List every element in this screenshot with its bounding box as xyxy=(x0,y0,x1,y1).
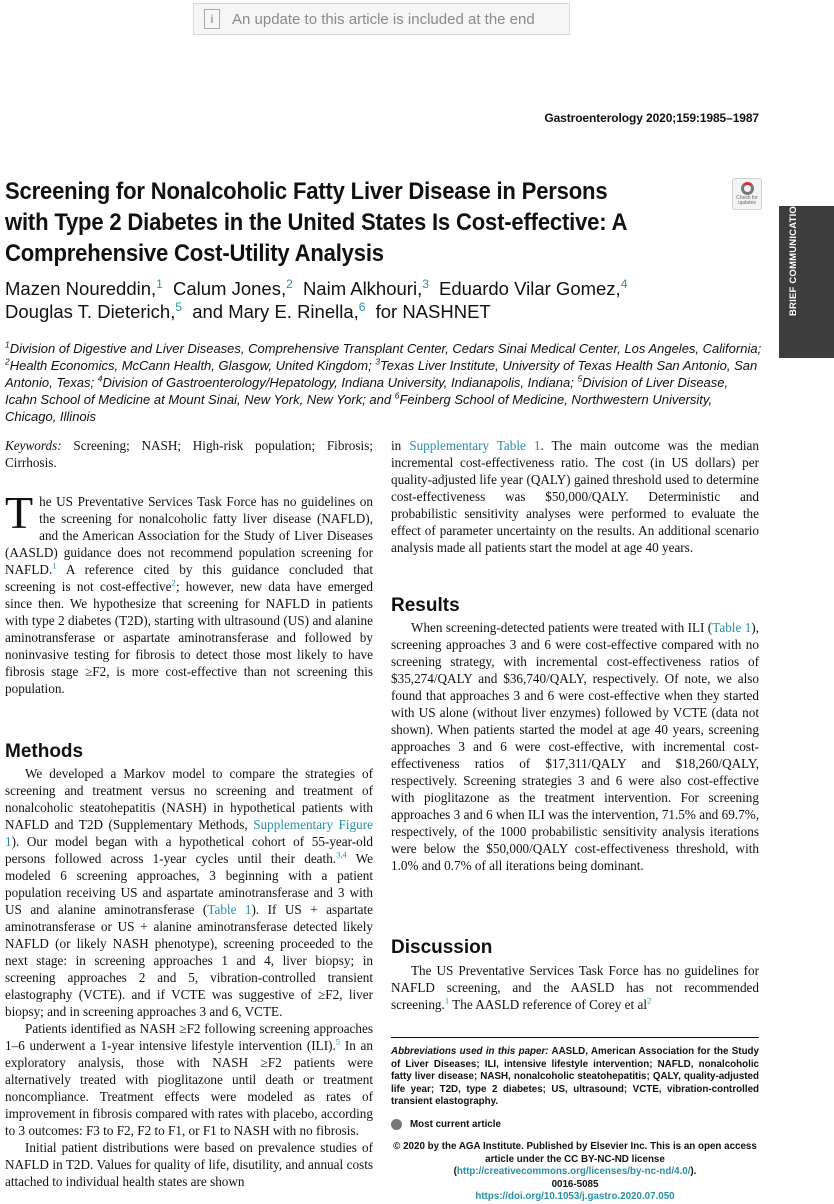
reference-link[interactable]: 2 xyxy=(646,995,652,1006)
reference-link[interactable]: 2 xyxy=(171,577,176,588)
update-banner[interactable] xyxy=(193,3,570,35)
table-1-link[interactable]: Table 1 xyxy=(712,620,752,635)
discussion-body: The US Preventative Services Task Force has no guidelines for NAFLD screening, and the AASLD has not recommended screening.$^1$ The AASLD reference of Corey et $al^2$ xyxy=(391,963,759,1012)
section-side-tab xyxy=(779,192,834,358)
most-current-article: Most current article xyxy=(391,1119,759,1132)
author: Douglas T. Dieterich,$^5$ xyxy=(5,299,183,322)
results-body: When screening-detected patients were treated with ILI (Table 1), screening approaches 3 and 6 were cost-effective compared with no screening strategy, with incremental cost-effectiveness ratios of $35,274/QALY and $36,740/QALY, respectively. Of note, we also found that approaches 3 and 6 were cost-effective when they started with US alone (without liver enzymes) followed by VCTE (data not shown). When patients started the model at age 40 years, screening approaches 3 and 6 were cost-effective, with incremental cost-effectiveness ratios of $17,311/QALY and $18,260/QALY, respectively. Screening strategies 3 and 6 were also cost-effective with pioglitazone as the treatment intervention. For screening approaches 3 and 6 when ILI was the intervention, 71.5% and 69.7%, respectively, of the 1000 probabilistic sensitivity analysis iterations were below the $50,000/QALY cost-effectiveness threshold, with 1.0% and 0.7% of all iterations being dominant. xyxy=(391,620,759,873)
author-list xyxy=(5,277,725,323)
keywords xyxy=(5,437,373,471)
keywords-text: Screening; NASH; High-risk population; Fibrosis; Cirrhosis. xyxy=(5,438,373,470)
reference-link[interactable]: 5 xyxy=(335,1036,341,1047)
affiliations: $^1$Division of Digestive and Liver Diseases, Comprehensive Transplant Center, Cedars Sinai Medical Center, Los Angeles, California; $^2$Health Economics, McCann Health, Glasgow, United Kingdom; $^3$Texas Liver Institute, University of Texas Health San Antonio, San Antonio, Texas; $^4$Division of Gastroenterology/Hepatology, Indiana University, Indianapolis, Indiana; $^5$Division of Liver Disease, Icahn School of Medicine at Mount Sinai, New York, New York; and $^6$Feinberg School of Medicine, Northwestern University, Chicago, Illinois xyxy=(5,339,762,424)
author: Mazen Noureddin,$^1$ xyxy=(5,276,163,299)
author: and Mary E. Rinella,$^6$ xyxy=(192,299,366,322)
footnotes xyxy=(391,1037,759,1204)
intro-paragraph: The US Preventative Services Task Force has no guidelines on the screening for nonalcoholic fatty liver disease (NAFLD), and the American Association for the Study of Liver Diseases (AASLD) guidance does not recommend population screening for NAFLD.$^1$ A reference cited by this guidance concluded that screening is not cost-effective$^2$; however, new data have emerged since then. We hypothesize that screening for NAFLD in patients with type 2 diabetes (T2D), starting with ultrasound (US) and alanine aminotransferase or aspartate aminotransferase and followed by noninvasive testing for fibrosis to detect those most likely to have fibrosis stage ≥F2, is more cost-effective than not screening this population. xyxy=(5,487,373,696)
copyright-notice: © 2020 by the AGA Institute. Published by Elsevier Inc. This is an open access article under the CC BY-NC-ND license (http://creativecommons.org/licenses/by-nc-nd/4.0/). 0016-5085 https://doi.org/10.1053/j.gastro.2020.07.050 xyxy=(393,1141,757,1202)
discussion-heading: Discussion xyxy=(391,937,493,958)
reference-link[interactable]: 1 xyxy=(52,560,57,571)
side-tab-label: BRIEF COMMUNICATIONS xyxy=(788,192,799,316)
author: Naim Alkhouri,$^3$ xyxy=(302,276,429,299)
journal-citation: Gastroenterology 2020;159:1985–1987 xyxy=(544,111,759,125)
methods-heading: Methods xyxy=(5,741,84,762)
article-title: Screening for Nonalcoholic Fatty Liver Disease in Persons with Type 2 Diabetes in the United States Is Cost-effective: A Comprehensive Cost-Utility Analysis xyxy=(5,178,627,267)
reference-link[interactable]: 3,4 xyxy=(336,849,347,860)
supplementary-figure-link[interactable]: Supplementary Figure 1 xyxy=(5,817,373,849)
author-group: for NASHNET xyxy=(375,301,491,322)
table-1-link[interactable]: Table 1 xyxy=(207,902,252,917)
info-icon: i xyxy=(204,9,220,29)
crossmark-label: Check for updates xyxy=(736,195,758,206)
supplementary-table-link[interactable]: Supplementary Table 1 xyxy=(409,438,541,453)
issn: 0016-5085 xyxy=(551,1178,599,1190)
keywords-label: Keywords: xyxy=(5,438,62,453)
author: Eduardo Vilar Gomez,$^4$ xyxy=(439,276,628,299)
most-current-icon xyxy=(391,1119,402,1130)
methods-continued: in Supplementary Table 1. The main outcome was the median incremental cost-effectiveness ratio. The cost (in US dollars) per quality-adjusted life year (QALY) gained threshold used to determine cost-effectiveness was $50,000/QALY. Deterministic and probabilistic sensitivity analyses were performed to evaluate the effect of parameter uncertainty on the results. An additional scenario analysis made all patients start the model at age 40 years. xyxy=(391,438,759,555)
author: Calum Jones,$^2$ xyxy=(173,276,293,299)
crossmark-icon xyxy=(741,182,754,195)
update-banner-text: An update to this article is included at the end xyxy=(232,10,535,28)
abbreviations: Abbreviations used in this paper: AASLD, American Association for the Study of Liver Diseases; ILI, intensive lifestyle intervention; NAFLD, nonalcoholic fatty liver disease; NASH, nonalcoholic steatohepatitis; QALY, quality-adjusted life year; T2D, type 2 diabetes; US, ultrasound; VCTE, vibration-controlled transient elastography. xyxy=(391,1046,759,1107)
license-link[interactable]: http://creativecommons.org/licenses/by-nc-nd/4.0/ xyxy=(456,1166,691,1177)
methods-body: We developed a Markov model to compare the strategies of screening and treatment versus no screening and treatment of nonalcoholic steatohepatitis (NASH) in hypothetical patients with NAFLD and T2D (Supplementary Methods, Supplementary Figure 1). Our model began with a hypothetical cohort of 55-year-old persons followed across 1-year cycles until their death.$^{3,4}$ We modeled 6 screening approaches, 3 beginning with a patient population receiving US and aspartate aminotransferase and 3 with US and alanine aminotransferase (Table 1). If US + aspartate aminotransferase or US + alanine aminotransferase detected likely NAFLD (or likely NASH phenotype), screening proceeded to the next stage: in screening approaches 1 and 4, liver biopsy; in screening approaches 2 and 5, vibration-controlled transient elastography (VCTE). and if VCTE was suggestive of ≥F2, liver biopsy; and in screening approaches 3 and 6, VCTE. Patients identified as NASH ≥F2 following screening approaches 1–6 underwent a 1-year intensive lifestyle intervention (ILI).$^5$ In an exploratory analysis, those with NASH ≥F2 patients were alternatively treated with pioglitazone until death or treatment noncompliance. Treatment effects were modeled as rates of improvement in fibrosis compared with rates with placebo, according to 3 outcomes: F3 to F2, F2 to F1, or F1 to NASH with no fibrosis. Initial patient distributions were based on prevalence studies of NAFLD in T2D. Values for quality of life, disutility, and annual costs attached to individual health states are shown xyxy=(5,766,374,1189)
results-heading: Results xyxy=(391,595,460,616)
reference-link[interactable]: 1 xyxy=(444,995,450,1006)
doi-link[interactable]: https://doi.org/10.1053/j.gastro.2020.07.050 xyxy=(475,1191,675,1202)
crossmark-badge[interactable] xyxy=(732,178,762,210)
dropcap: T xyxy=(5,487,34,538)
